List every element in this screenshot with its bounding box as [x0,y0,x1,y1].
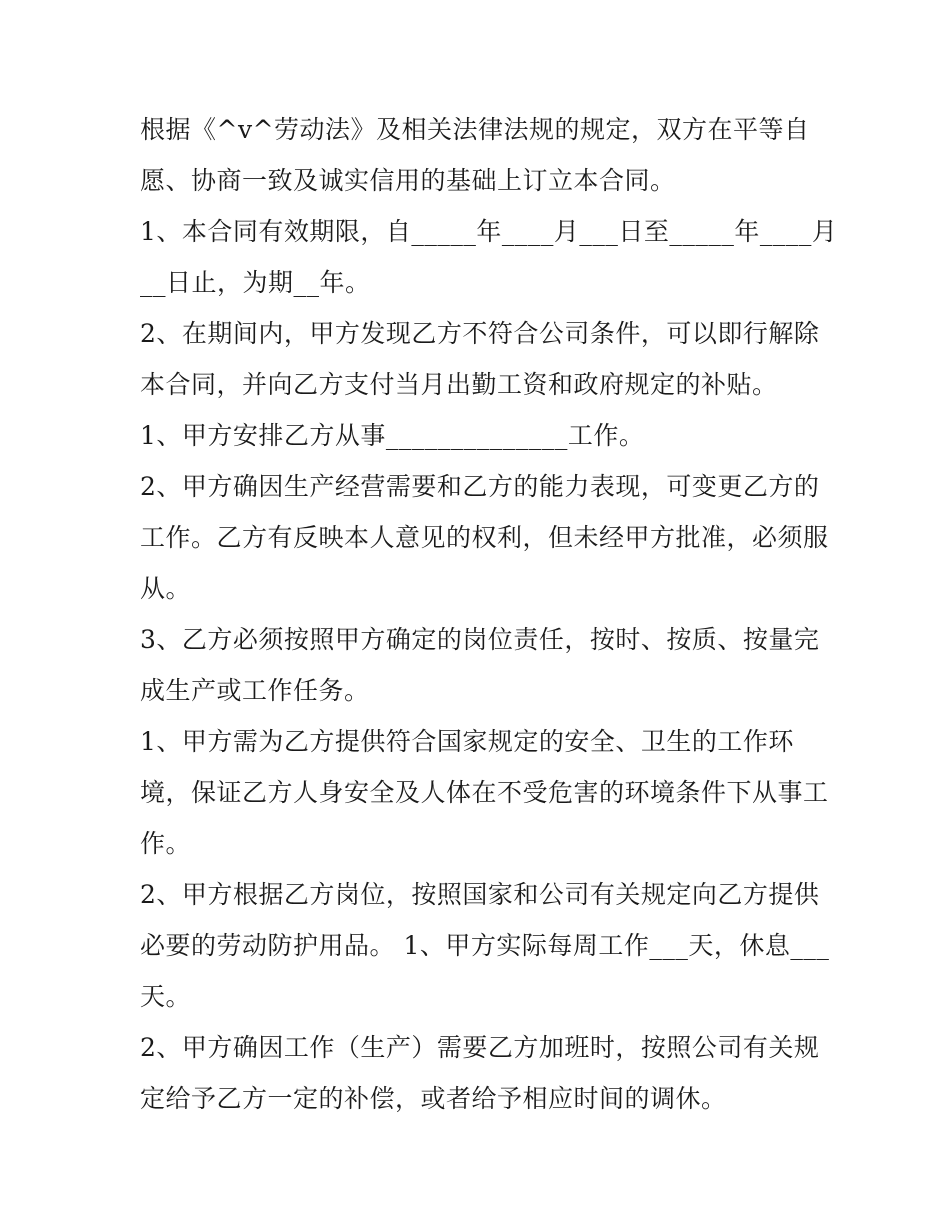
text-line-17: 必要的劳动防护用品。 1、甲方实际每周工作___天，休息___ [140,931,830,960]
text-line-4: __日止，为期__年。 [140,268,371,297]
text-line-19: 2、甲方确因工作（生产）需要乙方加班时，按照公司有关规 [140,1033,820,1062]
text-line-8: 2、甲方确因生产经营需要和乙方的能力表现，可变更乙方的 [140,472,820,501]
text-line-9: 工作。乙方有反映本人意见的权利，但未经甲方批准，必须服 [140,523,829,552]
text-line-10: 从。 [140,574,192,603]
text-line-20: 定给予乙方一定的补偿，或者给予相应时间的调休。 [140,1084,727,1113]
text-line-16: 2、甲方根据乙方岗位，按照国家和公司有关规定向乙方提供 [140,880,820,909]
document-body [140,104,838,1124]
text-line-11: 3、乙方必须按照甲方确定的岗位责任，按时、按质、按量完 [140,625,820,654]
text-line-12: 成生产或工作任务。 [140,676,370,705]
text-line-13: 1、甲方需为乙方提供符合国家规定的安全、卫生的工作环 [140,727,794,756]
text-line-5: 2、在期间内，甲方发现乙方不符合公司条件，可以即行解除 [140,319,820,348]
text-line-7: 1、甲方安排乙方从事______________工作。 [140,421,645,450]
text-line-3: 1、本合同有效期限，自_____年____月___日至_____年____月 [140,217,838,246]
text-line-18: 天。 [140,982,192,1011]
text-line-15: 作。 [140,829,192,858]
text-line-14: 境，保证乙方人身安全及人体在不受危害的环境条件下从事工 [140,778,829,807]
text-line-2: 愿、协商一致及诚实信用的基础上订立本合同。 [140,166,676,195]
text-line-6: 本合同，并向乙方支付当月出勤工资和政府规定的补贴。 [140,370,778,399]
text-line-1: 根据《^v^劳动法》及相关法律法规的规定，双方在平等自 [140,115,810,144]
